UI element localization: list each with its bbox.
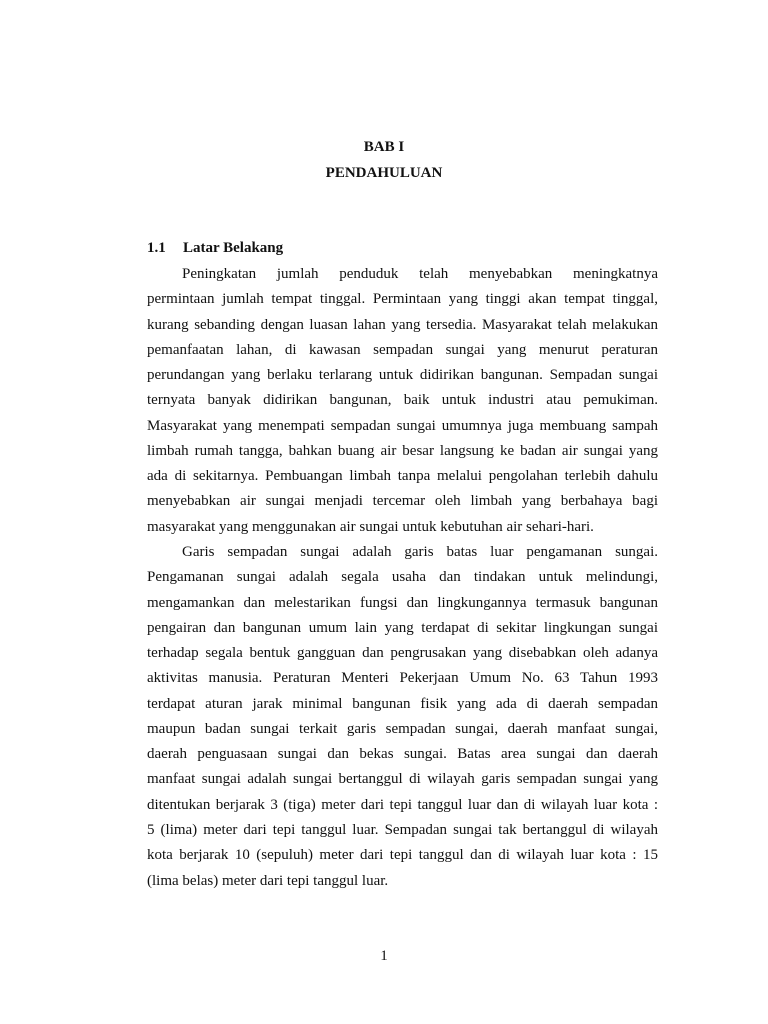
section-heading [147,239,283,257]
chapter-title: PENDAHULUAN [325,165,443,181]
paragraph-line: ditentukan berjarak 3 (tiga) meter dari tepi tanggul luar dan di wilayah luar kota : [147,797,658,813]
section-number: 1.1 [147,240,166,256]
paragraph-line: manfaat sungai adalah sungai bertanggul di wilayah garis sempadan sungai yang [147,771,658,787]
paragraph-line: ada di sekitarnya. Pembuangan limbah tanpa melalui pengolahan terlebih dahulu [147,468,658,484]
paragraph-line: pemanfaatan lahan, di kawasan sempadan sungai yang menurut peraturan [147,342,658,358]
paragraph-line: menyebabkan air sungai menjadi tercemar oleh limbah yang berbahaya bagi [147,493,658,509]
paragraph-line: permintaan jumlah tempat tinggal. Permintaan yang tinggi akan tempat tinggal, [147,291,658,307]
paragraph-line: aktivitas manusia. Peraturan Menteri Pekerjaan Umum No. 63 Tahun 1993 [147,670,658,686]
paragraph-line: (lima belas) meter dari tepi tanggul luar. [147,873,389,889]
paragraph-line: pengairan dan bangunan umum lain yang terdapat di sekitar lingkungan sungai [147,620,658,636]
paragraph-line: Pengamanan sungai adalah segala usaha dan tindakan untuk melindungi, [147,569,658,585]
paragraph-line: maupun badan sungai terkait garis sempadan sungai, daerah manfaat sungai, [147,721,658,737]
paragraph-line: terhadap segala bentuk gangguan dan pengrusakan yang disebabkan oleh adanya [147,645,658,661]
paragraph-line: daerah penguasaan sungai dan bekas sungai. Batas area sungai dan daerah [147,746,658,762]
paragraph-line: limbah rumah tangga, bahkan buang air besar langsung ke badan air sungai yang [147,443,658,459]
paragraph-line: Garis sempadan sungai adalah garis batas luar pengamanan sungai. [182,544,658,560]
paragraph-line: Peningkatan jumlah penduduk telah menyebabkan meningkatnya [182,266,658,282]
paragraph-line: masyarakat yang menggunakan air sungai untuk kebutuhan air sehari-hari. [147,519,594,535]
paragraph-line: mengamankan dan melestarikan fungsi dan lingkungannya termasuk bangunan [147,595,658,611]
paragraph-line: Masyarakat yang menempati sempadan sungai umumnya juga membuang sampah [147,418,658,434]
paragraph-line: kurang sebanding dengan luasan lahan yang tersedia. Masyarakat telah melakukan [147,317,658,333]
paragraph-line: perundangan yang berlaku terlarang untuk didirikan bangunan. Sempadan sungai [147,367,658,383]
paragraph-line: ternyata banyak didirikan bangunan, baik untuk industri atau pemukiman. [147,392,658,408]
section-title: Latar Belakang [183,240,284,256]
paragraph-line: terdapat aturan jarak minimal bangunan fisik yang ada di daerah sempadan [147,696,658,712]
paragraph-line: 5 (lima) meter dari tepi tanggul luar. Sempadan sungai tak bertanggul di wilayah [147,822,658,838]
chapter-label: BAB I [363,139,405,155]
paragraph-line: kota berjarak 10 (sepuluh) meter dari tepi tanggul dan di wilayah luar kota : 15 [147,847,658,863]
page-number: 1 [380,948,388,964]
